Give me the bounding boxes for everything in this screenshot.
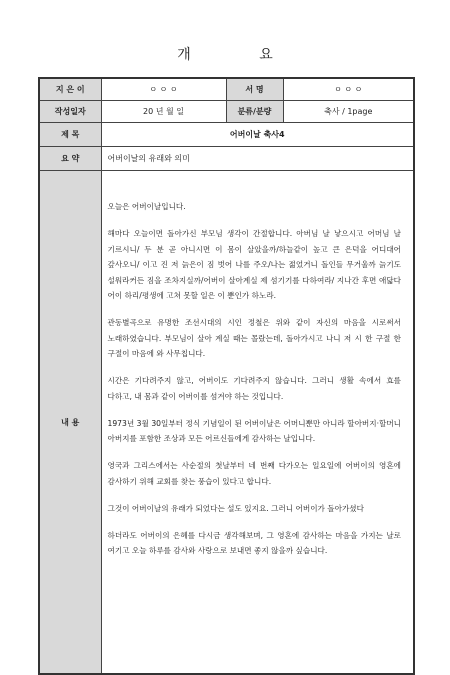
content-label: 내 용 [39, 171, 101, 675]
content-body [101, 171, 414, 675]
subject-value: 어버이날 축사4 [101, 123, 414, 147]
writer-label: 지 은 이 [39, 78, 101, 101]
content-paragraph: 그것이 어버이날의 유래가 되었다는 설도 있지요. 그러니 어버이가 돌아가셨다 [107, 503, 364, 513]
content-paragraph: 해마다 오늘이면 돌아가신 부모님 생각이 간절합니다. 아버님 날 낳으시고 어머님 날 기르시니/ 두 분 곧 아니시면 이 몸이 살았을까/하늘같이 높고 큰 은덕을 어디대어 갚사오니/ 이고 진 저 늙은이 짐 벗어 나를 주오/나는 젊었거니 돌인들 무거울까 늙기도 설워라커든 짐을 조차지실까/어버이 살아계실 제 섬기기를 다하여라/ 지나간 후면 애닯다 어이 하리/평생에 고쳐 못할 일은 이 뿐인가 하노라. [107, 229, 401, 300]
content-paragraph: 1973년 3월 30일부터 정식 기념일이 된 어버이날은 어머니뿐만 아니라 할아버지·할머니 아버지를 포함한 조상과 모든 어르신들에게 감사하는 날입니다. [107, 418, 401, 443]
subject-label: 제 목 [39, 123, 101, 147]
category-label: 분류/분량 [226, 101, 283, 123]
summary-row [39, 147, 414, 171]
summary-label: 요 약 [39, 147, 101, 171]
content-paragraph: 영국과 그리스에서는 사순절의 첫날부터 네 번째 다가오는 일요일에 어버이의 영혼에 감사하기 위해 교회를 찾는 풍습이 있다고 합니다. [107, 461, 401, 486]
content-paragraph: 오늘은 어버이날입니다. [107, 202, 186, 211]
signature-value: ㅇ ㅇ ㅇ [283, 78, 414, 101]
content-paragraph: 관동별곡으로 유명한 조선시대의 시인 정철은 위와 같이 자신의 마음을 시로써서 노래하였습니다. 부모님이 살아 계실 때는 몰랐는데, 돌아가시고 나니 저 시 한 구절 한 구절이 마음에 와 사무칩니다. [107, 318, 401, 358]
page-title: 개 요 [177, 47, 305, 63]
writer-row [39, 78, 414, 101]
content-paragraph: 시간은 기다려주지 않고, 어버이도 기다려주지 않습니다. 그러니 생활 속에서 효를 다하고, 내 몸과 같이 어버이를 섬겨야 하는 것입니다. [107, 376, 401, 401]
content-paragraph: 하더라도 어버이의 은혜를 다시금 생각해보며, 그 영혼에 감사하는 마음을 가지는 날로 여기고 오늘 하루를 감사와 사랑으로 보내면 좋지 않을까 싶습니다. [107, 530, 401, 555]
writer-value: ㅇ ㅇ ㅇ [101, 78, 226, 101]
category-value: 축사 / 1page [283, 101, 414, 123]
date-value: 20 년 월 일 [101, 101, 226, 123]
content-row [39, 171, 414, 675]
subject-row [39, 123, 414, 147]
outline-form-table [38, 77, 415, 675]
summary-value: 어버이날의 유래와 의미 [101, 147, 414, 171]
date-row [39, 101, 414, 123]
date-label: 작성일자 [39, 101, 101, 123]
signature-label: 서 명 [226, 78, 283, 101]
